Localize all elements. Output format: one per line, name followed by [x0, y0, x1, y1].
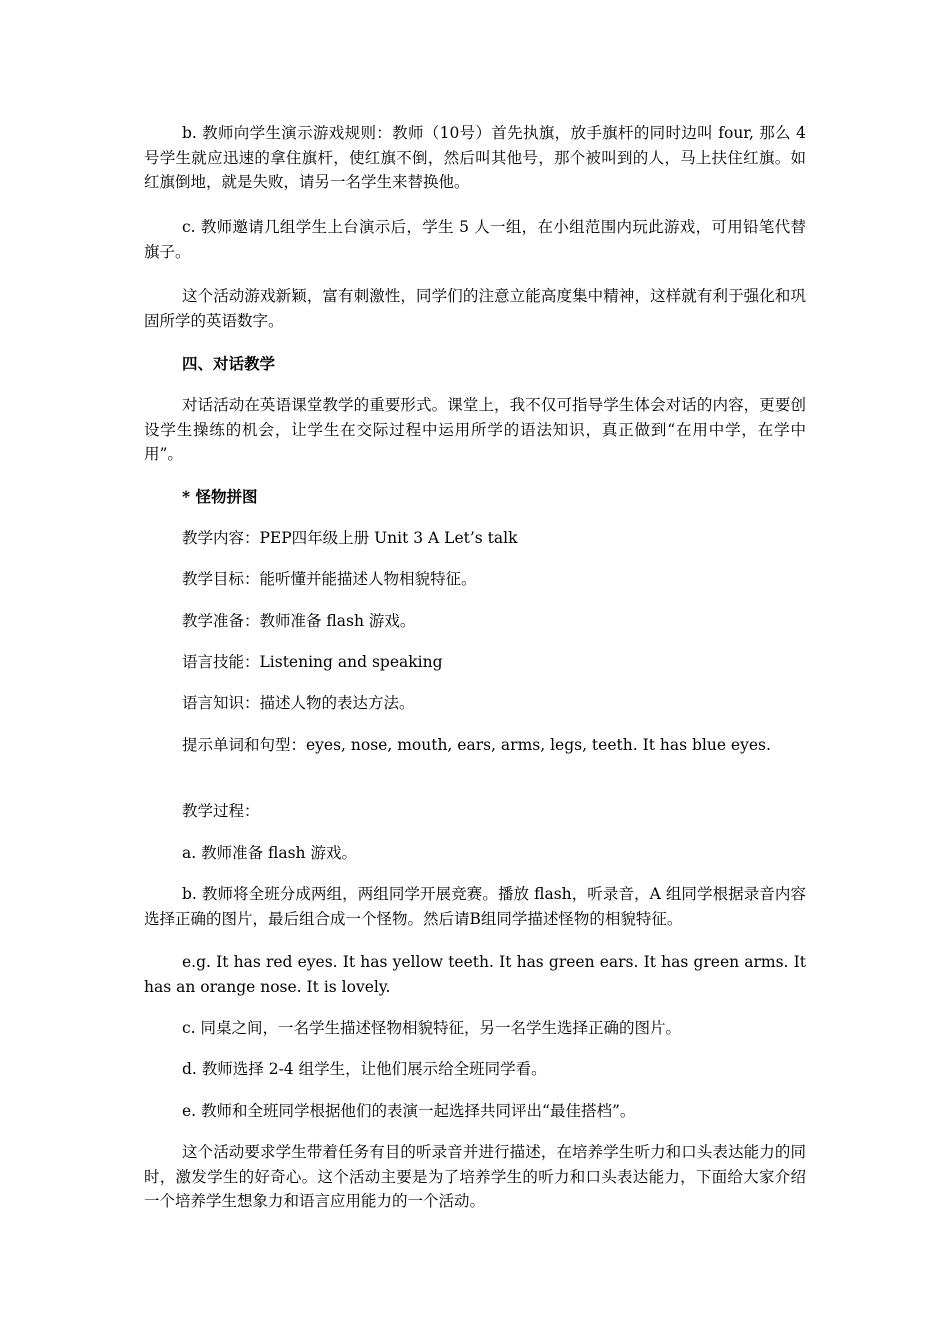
- teaching-process-label: 教学过程：: [182, 802, 260, 820]
- section-heading-dialogue: 四、对话教学: [182, 354, 276, 373]
- teaching-goal: 教学目标：能听懂并能描述人物相貌特征。: [182, 570, 477, 588]
- step-a: a. 教师准备 flash 游戏。: [182, 844, 357, 862]
- paragraph-dialogue-intro: 对话活动在英语课堂教学的重要形式。课堂上，我不仅可指导学生体会对话的内容，更要创设学生操练的机会，让学生在交际过程中运用所学的语法知识，真正做到“在用中学，在学中用”。: [144, 396, 806, 463]
- key-words-sentences: 提示单词和句型：eyes, nose, mouth, ears, arms, legs, teeth. It has blue eyes.: [182, 736, 771, 754]
- step-d: d. 教师选择 2-4 组学生，让他们展示给全班同学看。: [182, 1060, 547, 1078]
- paragraph-activity-summary: 这个活动要求学生带着任务有目的听录音并进行描述，在培养学生听力和口头表达能力的同时，激发学生的好奇心。这个活动主要是为了培养学生的听力和口头表达能力，下面给大家介绍一个培养学生想象力和语言应用能力的一个活动。: [144, 1143, 806, 1210]
- subheading-monster-puzzle: * 怪物拼图: [182, 487, 258, 506]
- paragraph-game-rules: b. 教师向学生演示游戏规则：教师（10号）首先执旗，放手旗杆的同时边叫 four, 那么 4 号学生就应迅速的拿住旗杆，使红旗不倒，然后叫其他号，那个被叫到的人，马上扶住红旗。如红旗倒地，就是失败，请另一名学生来替换他。: [144, 124, 806, 191]
- paragraph-game-summary: 这个活动游戏新颖，富有刺激性，同学们的注意立能高度集中精神，这样就有利于强化和巩固所学的英语数字。: [144, 287, 806, 330]
- step-c: c. 同桌之间，一名学生描述怪物相貌特征，另一名学生选择正确的图片。: [182, 1019, 682, 1037]
- example-sentences: e.g. It has red eyes. It has yellow teeth. It has green ears. It has green arms. It has an orange nose. It is lovely.: [144, 953, 806, 996]
- step-e: e. 教师和全班同学根据他们的表演一起选择共同评出“最佳搭档”。: [182, 1102, 636, 1120]
- teaching-content: 教学内容：PEP四年级上册 Unit 3 A Let’s talk: [182, 529, 518, 547]
- paragraph-group-play: c. 教师邀请几组学生上台演示后，学生 5 人一组，在小组范围内玩此游戏，可用铅笔代替旗子。: [144, 218, 806, 261]
- language-knowledge: 语言知识：描述人物的表达方法。: [182, 694, 415, 712]
- step-b: b. 教师将全班分成两组，两组同学开展竞赛。播放 flash，听录音，A 组同学根据录音内容选择正确的图片，最后组合成一个怪物。然后请B组同学描述怪物的相貌特征。: [144, 885, 806, 928]
- teaching-preparation: 教学准备：教师准备 flash 游戏。: [182, 612, 416, 630]
- language-skills: 语言技能：Listening and speaking: [182, 653, 443, 671]
